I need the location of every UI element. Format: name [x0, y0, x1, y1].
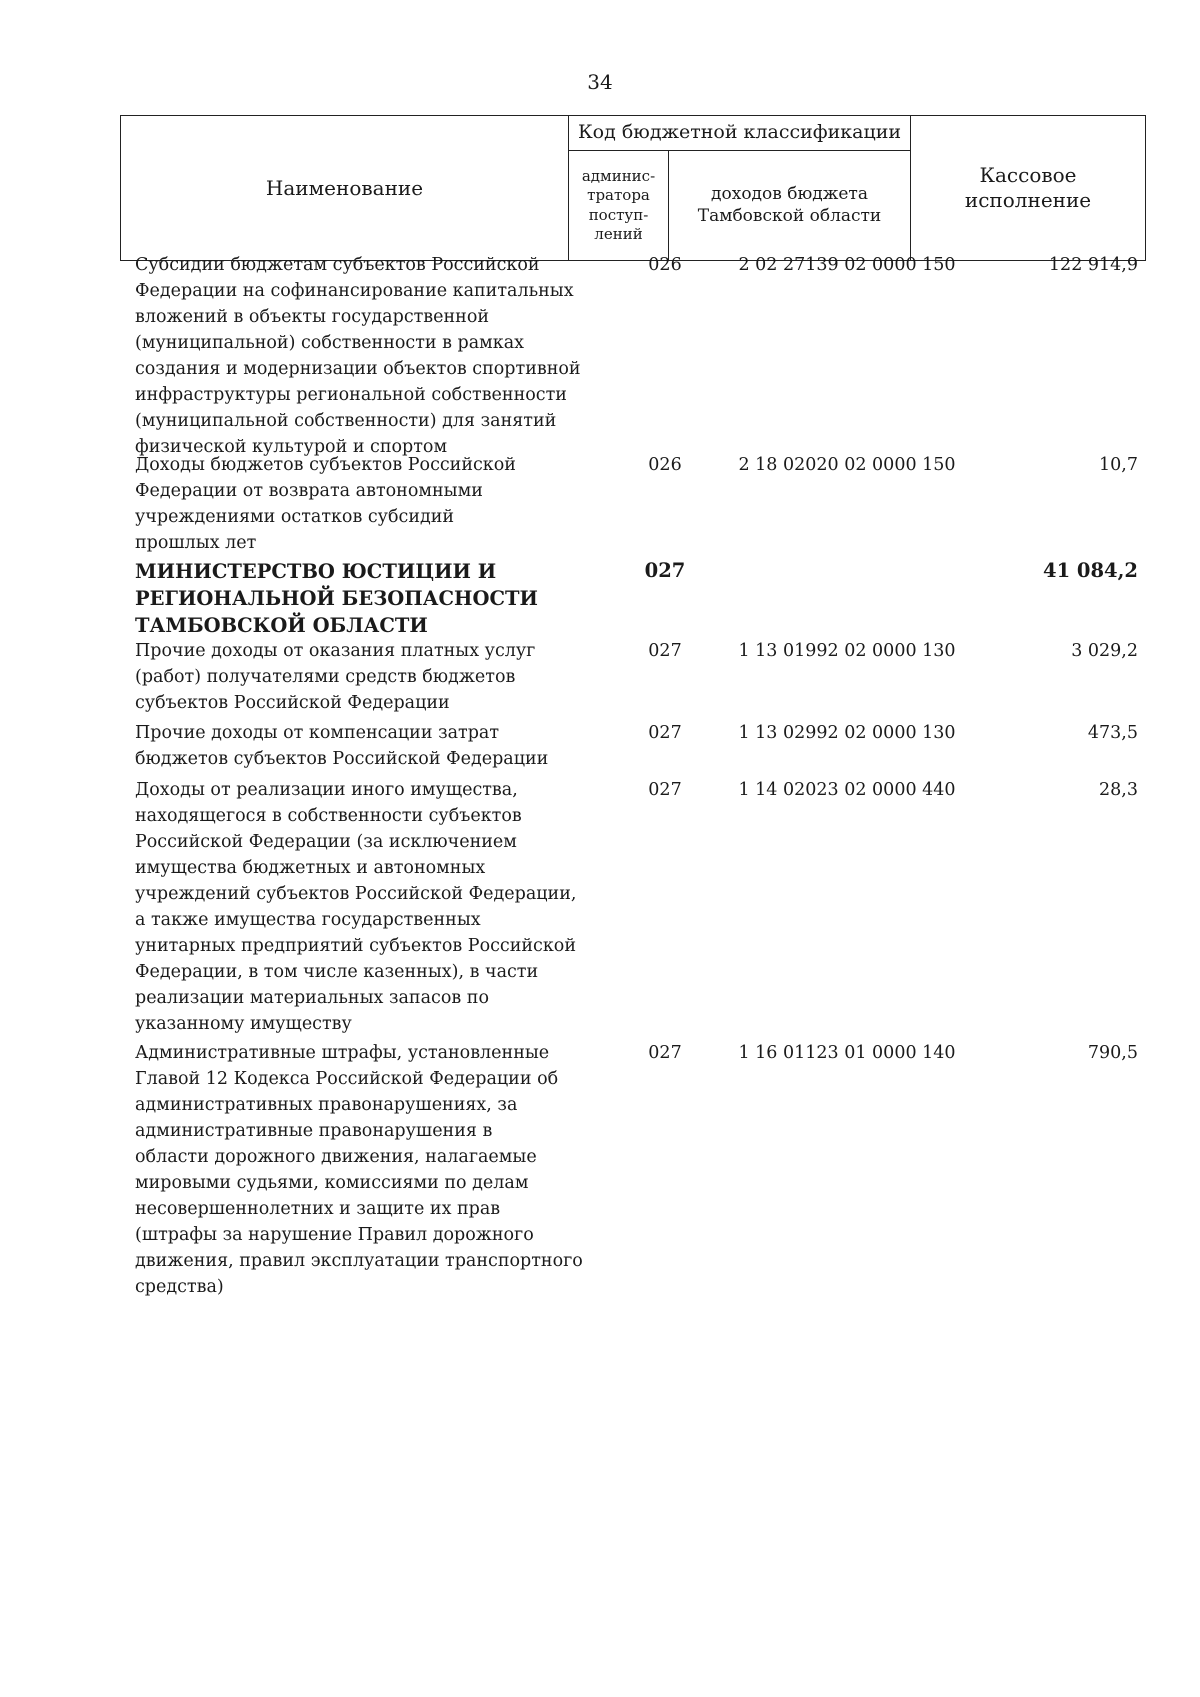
header-budget: доходов бюджета Тамбовской области	[669, 151, 911, 261]
row-budget-code: 2 18 02020 02 0000 150	[738, 455, 956, 475]
header-execution: Кассовое исполнение	[911, 116, 1146, 261]
row-admin-code: 027	[648, 723, 682, 743]
table-header	[120, 115, 1146, 261]
row-amount: 10,7	[1099, 455, 1138, 475]
row-admin-code: 027	[648, 780, 682, 800]
header-name: Наименование	[121, 116, 569, 261]
row-budget-code: 1 13 01992 02 0000 130	[738, 641, 956, 661]
row-admin-code: 027	[648, 641, 682, 661]
row-budget-code: 1 14 02023 02 0000 440	[738, 780, 956, 800]
row-budget-code: 1 13 02992 02 0000 130	[738, 723, 956, 743]
row-admin-code: 027	[648, 1043, 682, 1063]
row-amount: 473,5	[1087, 723, 1138, 743]
row-budget-code: 2 02 27139 02 0000 150	[738, 255, 956, 275]
row-amount: 3 029,2	[1071, 641, 1138, 661]
row-amount: 122 914,9	[1048, 255, 1138, 275]
row-name: Доходы бюджетов субъектов Российской Федерации от возврата автономными учреждениями остатков субсидий прошлых лет	[135, 455, 516, 553]
row-admin-code: 026	[648, 255, 682, 275]
header-admin: админис- тратора поступ- лений	[569, 151, 669, 261]
row-amount: 790,5	[1087, 1043, 1138, 1063]
row-name: Прочие доходы от компенсации затрат бюджетов субъектов Российской Федерации	[135, 723, 549, 769]
row-name: МИНИСТЕРСТВО ЮСТИЦИИ И РЕГИОНАЛЬНОЙ БЕЗОПАСНОСТИ ТАМБОВСКОЙ ОБЛАСТИ	[135, 560, 538, 637]
row-admin-code: 027	[644, 559, 686, 582]
row-amount: 41 084,2	[1043, 559, 1138, 582]
page-number: 34	[587, 70, 613, 94]
row-amount: 28,3	[1099, 780, 1138, 800]
header-code-group: Код бюджетной классификации	[569, 116, 911, 151]
row-admin-code: 026	[648, 455, 682, 475]
row-name: Административные штрафы, установленные Главой 12 Кодекса Российской Федерации об административных правонарушениях, за административные правонарушения в области дорожного движения, налагаемые мировыми судьями, комиссиями по делам несовершеннолетних и защите их прав (штрафы за нарушение Правил дорожного движения, правил эксплуатации транспортного средства)	[135, 1043, 583, 1297]
row-name: Субсидии бюджетам субъектов Российской Федерации на софинансирование капитальных вложений в объекты государственной (муниципальной) собственности в рамках создания и модернизации объектов спортивной инфраструктуры региональной собственности (муниципальной собственности) для занятий физической культурой и спортом	[135, 255, 581, 457]
row-budget-code: 1 16 01123 01 0000 140	[738, 1043, 956, 1063]
row-name: Прочие доходы от оказания платных услуг (работ) получателями средств бюджетов субъектов Российской Федерации	[135, 641, 536, 713]
row-name: Доходы от реализации иного имущества, находящегося в собственности субъектов Российской Федерации (за исключением имущества бюджетных и автономных учреждений субъектов Российской Федерации, а также имущества государственных унитарных предприятий субъектов Российской Федерации, в том числе казенных), в части реализации материальных запасов по указанному имуществу	[135, 780, 577, 1034]
